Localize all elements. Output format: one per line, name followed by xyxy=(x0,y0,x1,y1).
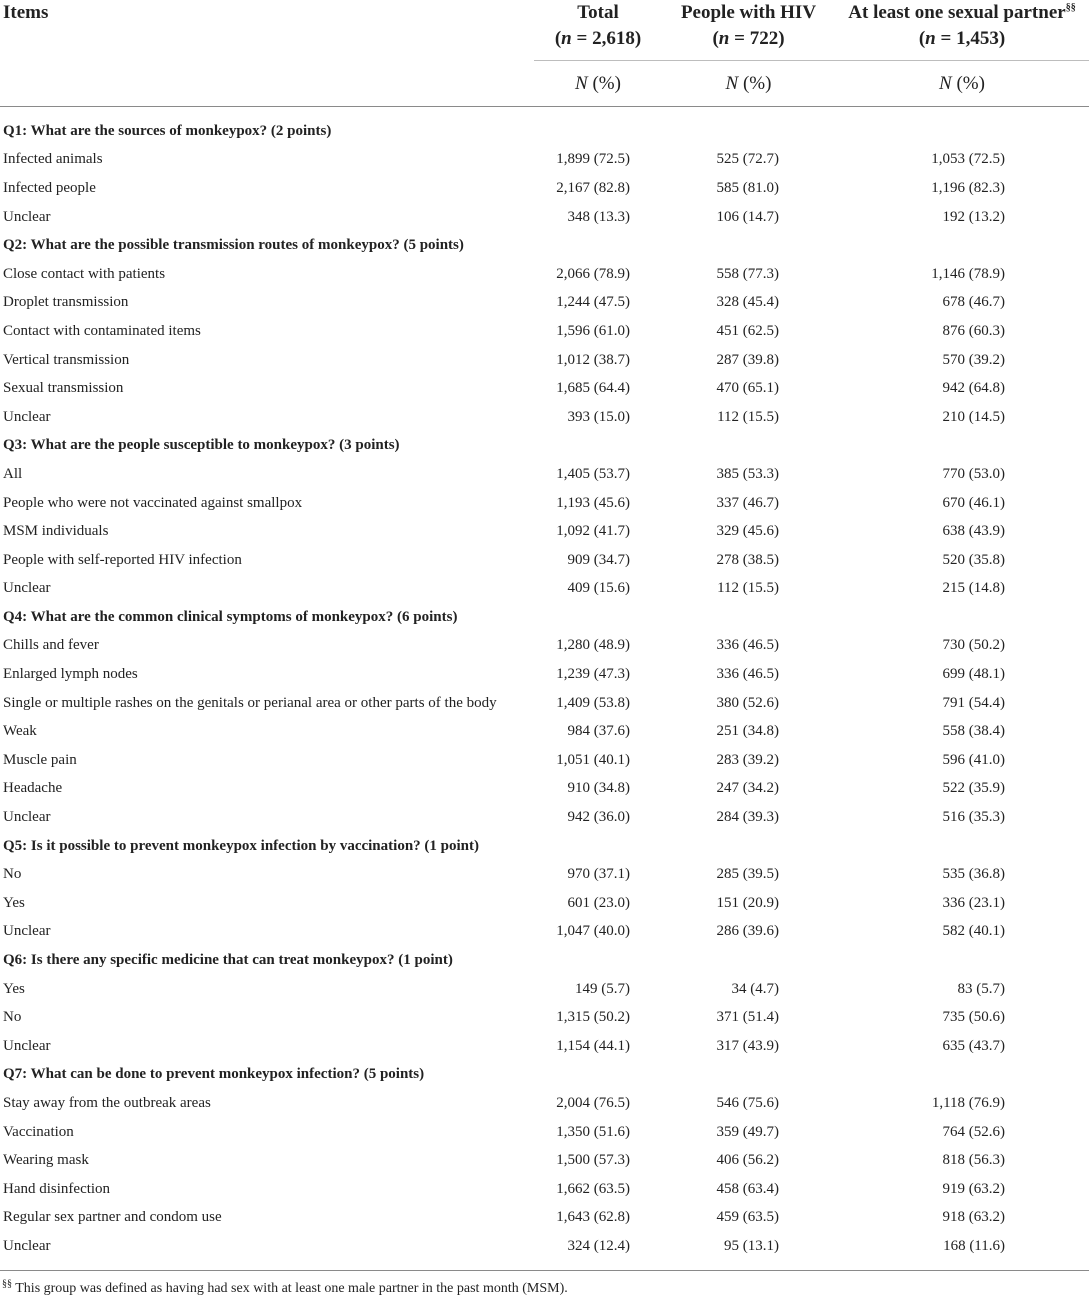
row-label: Stay away from the outbreak areas xyxy=(3,1094,211,1111)
cell-hiv: 112 (15.5) xyxy=(717,408,779,425)
cell-partner: 558 (38.4) xyxy=(942,723,1005,740)
table-row xyxy=(0,860,1089,889)
cell-hiv: 451 (62.5) xyxy=(716,322,779,339)
table-row xyxy=(0,775,1089,804)
footnote xyxy=(0,1270,1089,1297)
header-total-title: Total xyxy=(577,2,619,23)
cell-total: 1,280 (48.9) xyxy=(556,637,630,654)
cell-hiv: 251 (34.8) xyxy=(716,723,779,740)
section-row xyxy=(0,1061,1089,1090)
cell-partner: 516 (35.3) xyxy=(942,809,1005,826)
header-items: Items xyxy=(3,2,49,23)
section-row xyxy=(0,946,1089,975)
row-label: Vertical transmission xyxy=(3,351,130,368)
cell-partner: 919 (63.2) xyxy=(942,1180,1005,1197)
row-label: Chills and fever xyxy=(3,637,99,654)
cell-total: 1,350 (51.6) xyxy=(556,1123,630,1140)
cell-total: 348 (13.3) xyxy=(567,208,630,225)
table-row xyxy=(0,1146,1089,1175)
cell-hiv: 406 (56.2) xyxy=(716,1152,779,1169)
cell-hiv: 34 (4.7) xyxy=(731,980,779,997)
row-label: Wearing mask xyxy=(3,1152,89,1169)
row-label: Vaccination xyxy=(3,1123,74,1140)
subheader-total: N (%) xyxy=(534,61,662,107)
cell-total: 1,899 (72.5) xyxy=(556,151,630,168)
cell-hiv: 380 (52.6) xyxy=(716,694,779,711)
cell-partner: 570 (39.2) xyxy=(942,351,1005,368)
cell-total: 1,092 (41.7) xyxy=(556,523,630,540)
cell-hiv: 459 (63.5) xyxy=(716,1209,779,1226)
cell-hiv: 247 (34.2) xyxy=(716,780,779,797)
cell-partner: 1,053 (72.5) xyxy=(931,151,1005,168)
cell-partner: 818 (56.3) xyxy=(942,1152,1005,1169)
cell-total: 909 (34.7) xyxy=(567,551,630,568)
cell-partner: 336 (23.1) xyxy=(942,894,1005,911)
table-row xyxy=(0,632,1089,661)
cell-hiv: 283 (39.2) xyxy=(716,751,779,768)
cell-total: 601 (23.0) xyxy=(567,894,630,911)
table-row xyxy=(0,660,1089,689)
section-title: Q4: What are the common clinical symptoms of monkeypox? (6 points) xyxy=(3,608,458,625)
cell-partner: 582 (40.1) xyxy=(942,923,1005,940)
cell-total: 1,193 (45.6) xyxy=(556,494,630,511)
row-label: People with self-reported HIV infection xyxy=(3,551,242,568)
cell-hiv: 336 (46.5) xyxy=(716,637,779,654)
table-row xyxy=(0,489,1089,518)
section-title: Q3: What are the people susceptible to monkeypox? (3 points) xyxy=(3,437,400,454)
row-label: People who were not vaccinated against smallpox xyxy=(3,494,303,511)
cell-total: 1,405 (53.7) xyxy=(556,465,630,482)
table-row xyxy=(0,1118,1089,1147)
row-label: Unclear xyxy=(3,208,51,225)
cell-hiv: 278 (38.5) xyxy=(716,551,779,568)
table-row xyxy=(0,1175,1089,1204)
row-label: Single or multiple rashes on the genitals or perianal area or other parts of the body xyxy=(3,694,497,711)
table-row xyxy=(0,1032,1089,1061)
cell-total: 2,066 (78.9) xyxy=(556,265,630,282)
cell-hiv: 112 (15.5) xyxy=(717,580,779,597)
cell-hiv: 558 (77.3) xyxy=(716,265,779,282)
table-row xyxy=(0,317,1089,346)
row-label: Headache xyxy=(3,780,63,797)
row-label: Unclear xyxy=(3,809,51,826)
cell-hiv: 287 (39.8) xyxy=(716,351,779,368)
table-row xyxy=(0,517,1089,546)
footnote-mark: §§ xyxy=(1065,2,1076,14)
cell-total: 149 (5.7) xyxy=(575,980,630,997)
section-row xyxy=(0,117,1089,146)
cell-hiv: 546 (75.6) xyxy=(716,1094,779,1111)
subheader-blank xyxy=(0,61,534,107)
table-row xyxy=(0,689,1089,718)
section-title: Q5: Is it possible to prevent monkeypox infection by vaccination? (1 point) xyxy=(3,837,479,854)
row-label: Unclear xyxy=(3,1237,51,1254)
table-row xyxy=(0,146,1089,175)
cell-partner: 918 (63.2) xyxy=(942,1209,1005,1226)
row-label: Yes xyxy=(3,980,25,997)
section-title: Q6: Is there any specific medicine that can treat monkeypox? (1 point) xyxy=(3,952,453,969)
table-row xyxy=(0,975,1089,1004)
table-row xyxy=(0,889,1089,918)
cell-partner: 520 (35.8) xyxy=(942,551,1005,568)
cell-hiv: 286 (39.6) xyxy=(716,923,779,940)
cell-total: 970 (37.1) xyxy=(567,866,630,883)
cell-partner: 1,146 (78.9) xyxy=(931,265,1005,282)
section-title: Q7: What can be done to prevent monkeypox infection? (5 points) xyxy=(3,1066,425,1083)
row-label: Close contact with patients xyxy=(3,265,166,282)
header-total xyxy=(534,0,662,61)
row-label: Unclear xyxy=(3,580,51,597)
cell-partner: 83 (5.7) xyxy=(957,980,1005,997)
row-label: All xyxy=(3,465,23,482)
table-row xyxy=(0,260,1089,289)
cell-total: 1,154 (44.1) xyxy=(556,1037,630,1054)
table-row xyxy=(0,546,1089,575)
table-row xyxy=(0,174,1089,203)
cell-total: 1,409 (53.8) xyxy=(556,694,630,711)
table-row xyxy=(0,1089,1089,1118)
cell-total: 1,662 (63.5) xyxy=(556,1180,630,1197)
cell-partner: 638 (43.9) xyxy=(942,523,1005,540)
footnote-text: This group was defined as having had sex with at least one male partner in the past month (MSM). xyxy=(12,1281,568,1296)
cell-partner: 535 (36.8) xyxy=(942,866,1005,883)
cell-hiv: 359 (49.7) xyxy=(716,1123,779,1140)
header-partner-title: At least one sexual partner§§ xyxy=(848,2,1076,23)
section-row xyxy=(0,432,1089,461)
table-row xyxy=(0,346,1089,375)
cell-total: 1,047 (40.0) xyxy=(556,923,630,940)
cell-partner: 791 (54.4) xyxy=(942,694,1005,711)
header-hiv-n: (n = 722) xyxy=(712,28,785,49)
cell-hiv: 337 (46.7) xyxy=(716,494,779,511)
section-title: Q1: What are the sources of monkeypox? (2 points) xyxy=(3,122,332,139)
cell-partner: 210 (14.5) xyxy=(942,408,1005,425)
row-label: No xyxy=(3,1009,22,1026)
cell-total: 2,167 (82.8) xyxy=(556,179,630,196)
table-row xyxy=(0,1204,1089,1233)
subheader-hiv: N (%) xyxy=(662,61,835,107)
cell-partner: 678 (46.7) xyxy=(942,294,1005,311)
cell-partner: 635 (43.7) xyxy=(942,1037,1005,1054)
cell-partner: 942 (64.8) xyxy=(942,380,1005,397)
cell-total: 910 (34.8) xyxy=(567,780,630,797)
table-row xyxy=(0,203,1089,232)
cell-partner: 764 (52.6) xyxy=(942,1123,1005,1140)
table-row xyxy=(0,746,1089,775)
table-row xyxy=(0,918,1089,947)
cell-total: 1,012 (38.7) xyxy=(556,351,630,368)
cell-total: 1,643 (62.8) xyxy=(556,1209,630,1226)
header-hiv xyxy=(662,0,835,61)
row-label: Droplet transmission xyxy=(3,294,129,311)
cell-total: 1,051 (40.1) xyxy=(556,751,630,768)
row-label: Contact with contaminated items xyxy=(3,322,201,339)
table-row xyxy=(0,1232,1089,1261)
cell-partner: 168 (11.6) xyxy=(943,1237,1005,1254)
cell-partner: 1,118 (76.9) xyxy=(931,1094,1005,1111)
row-label: Infected people xyxy=(3,179,96,196)
cell-total: 409 (15.6) xyxy=(567,580,630,597)
cell-hiv: 585 (81.0) xyxy=(716,179,779,196)
header-total-n: (n = 2,618) xyxy=(554,28,642,49)
row-label: Weak xyxy=(3,723,37,740)
cell-hiv: 336 (46.5) xyxy=(716,666,779,683)
section-row xyxy=(0,832,1089,861)
cell-total: 324 (12.4) xyxy=(567,1237,630,1254)
table-row xyxy=(0,289,1089,318)
row-label: Sexual transmission xyxy=(3,380,124,397)
table-body xyxy=(0,117,1089,1261)
table-row xyxy=(0,717,1089,746)
table-row xyxy=(0,460,1089,489)
cell-partner: 770 (53.0) xyxy=(942,465,1005,482)
row-label: Unclear xyxy=(3,1037,51,1054)
row-label: Unclear xyxy=(3,408,51,425)
cell-hiv: 317 (43.9) xyxy=(716,1037,779,1054)
row-label: Yes xyxy=(3,894,25,911)
footnote-symbol: §§ xyxy=(2,1278,12,1290)
header-partner xyxy=(835,0,1089,61)
cell-partner: 192 (13.2) xyxy=(942,208,1005,225)
cell-total: 1,244 (47.5) xyxy=(556,294,630,311)
cell-partner: 215 (14.8) xyxy=(942,580,1005,597)
cell-hiv: 525 (72.7) xyxy=(716,151,779,168)
table-row xyxy=(0,1003,1089,1032)
cell-hiv: 106 (14.7) xyxy=(716,208,779,225)
row-label: Enlarged lymph nodes xyxy=(3,666,138,683)
cell-total: 984 (37.6) xyxy=(567,723,630,740)
table-row xyxy=(0,403,1089,432)
row-label: Unclear xyxy=(3,923,51,940)
cell-hiv: 458 (63.4) xyxy=(716,1180,779,1197)
row-label: Hand disinfection xyxy=(3,1180,111,1197)
header-partner-n: (n = 1,453) xyxy=(918,28,1006,49)
cell-total: 1,500 (57.3) xyxy=(556,1152,630,1169)
cell-total: 2,004 (76.5) xyxy=(556,1094,630,1111)
cell-partner: 699 (48.1) xyxy=(942,666,1005,683)
cell-hiv: 284 (39.3) xyxy=(716,809,779,826)
subheader-partner: N (%) xyxy=(835,61,1089,107)
cell-hiv: 151 (20.9) xyxy=(716,894,779,911)
table-row xyxy=(0,374,1089,403)
row-label: MSM individuals xyxy=(3,523,109,540)
row-label: No xyxy=(3,866,22,883)
cell-hiv: 385 (53.3) xyxy=(716,465,779,482)
cell-total: 1,239 (47.3) xyxy=(556,666,630,683)
cell-total: 942 (36.0) xyxy=(567,809,630,826)
header-hiv-title: People with HIV xyxy=(680,2,817,23)
cell-hiv: 328 (45.4) xyxy=(716,294,779,311)
cell-partner: 735 (50.6) xyxy=(942,1009,1005,1026)
table-row xyxy=(0,575,1089,604)
cell-partner: 596 (41.0) xyxy=(942,751,1005,768)
cell-hiv: 95 (13.1) xyxy=(724,1237,779,1254)
row-label: Regular sex partner and condom use xyxy=(3,1209,222,1226)
cell-partner: 876 (60.3) xyxy=(942,322,1005,339)
table-header xyxy=(0,0,1089,117)
cell-total: 1,315 (50.2) xyxy=(556,1009,630,1026)
section-title: Q2: What are the possible transmission routes of monkeypox? (5 points) xyxy=(3,237,464,254)
cell-partner: 522 (35.9) xyxy=(942,780,1005,797)
cell-hiv: 470 (65.1) xyxy=(716,380,779,397)
cell-total: 1,685 (64.4) xyxy=(556,380,630,397)
section-row xyxy=(0,231,1089,260)
section-row xyxy=(0,603,1089,632)
cell-total: 1,596 (61.0) xyxy=(556,322,630,339)
cell-hiv: 371 (51.4) xyxy=(716,1009,779,1026)
table-row xyxy=(0,803,1089,832)
cell-partner: 670 (46.1) xyxy=(942,494,1005,511)
row-label: Infected animals xyxy=(3,151,103,168)
row-label: Muscle pain xyxy=(3,751,77,768)
cell-hiv: 329 (45.6) xyxy=(716,523,779,540)
cell-partner: 1,196 (82.3) xyxy=(931,179,1005,196)
cell-hiv: 285 (39.5) xyxy=(716,866,779,883)
cell-partner: 730 (50.2) xyxy=(942,637,1005,654)
cell-total: 393 (15.0) xyxy=(567,408,630,425)
